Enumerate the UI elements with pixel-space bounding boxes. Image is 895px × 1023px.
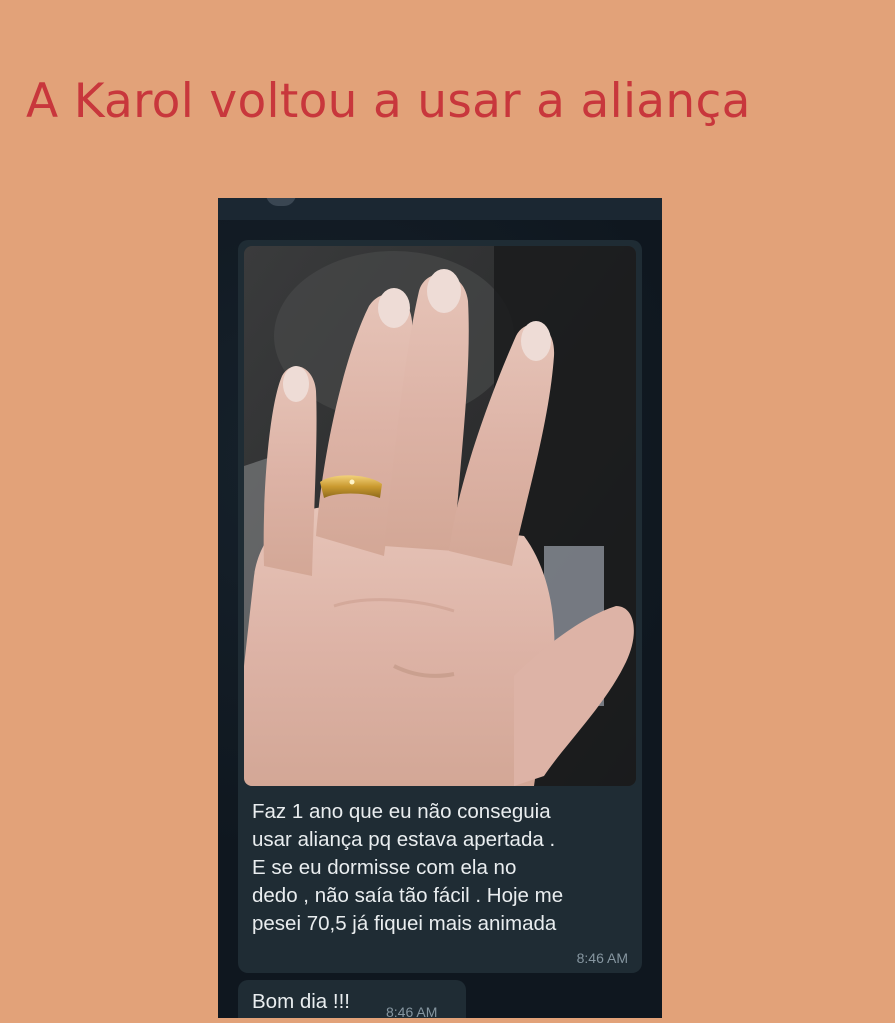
image-message-bubble[interactable]	[238, 240, 642, 973]
chat-screenshot	[218, 198, 662, 1018]
hand-with-ring-photo[interactable]	[244, 246, 636, 786]
chat-header-bar	[218, 198, 662, 220]
text-message-bubble[interactable]	[238, 980, 466, 1018]
image-caption: Faz 1 ano que eu não conseguia usar aliança pq estava apertada . E se eu dormisse com ela no dedo , não saía tão fácil . Hoje me pesei 70,5 já fiquei mais animada	[252, 800, 564, 935]
message-text: Bom dia !!!	[252, 990, 350, 1013]
message-timestamp: 8:46 AM	[386, 1004, 438, 1018]
avatar	[266, 198, 296, 206]
message-timestamp: 8:46 AM	[576, 950, 628, 966]
page-headline: A Karol voltou a usar a aliança	[26, 74, 751, 129]
chat-conversation	[218, 220, 662, 1018]
hand-photo-illustration	[244, 246, 636, 786]
